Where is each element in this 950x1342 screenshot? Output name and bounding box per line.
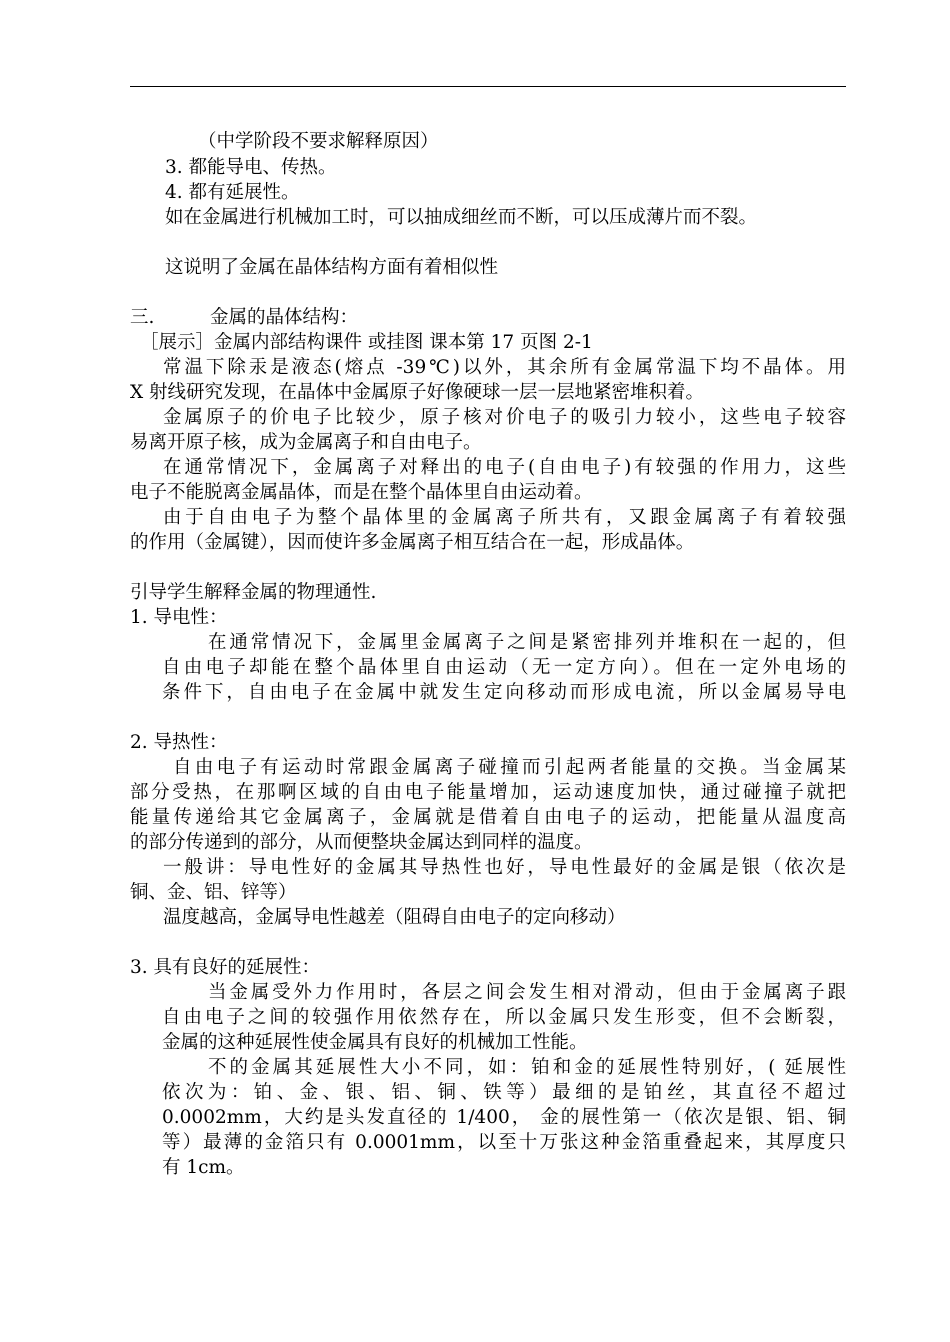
paragraph-line: 易离开原子核，成为金属离子和自由电子。 bbox=[130, 432, 482, 453]
list-item: 4. 都有延展性。 bbox=[165, 182, 300, 203]
paragraph-line: 由于自由电子为整个晶体里的金属离子所共有，又跟金属离子有着较强 bbox=[163, 507, 846, 528]
list-item: 1. 导电性： bbox=[130, 607, 228, 628]
text-line: （中学阶段不要求解释原因） bbox=[198, 131, 439, 152]
paragraph-line: 温度越高，金属导电性越差（阻碍自由电子的定向移动） bbox=[163, 907, 626, 928]
paragraph-line: 金属原子的价电子比较少，原子核对价电子的吸引力较小，这些电子较容 bbox=[163, 407, 846, 428]
text-line: 引导学生解释金属的物理通性. bbox=[130, 582, 377, 603]
paragraph-line: 金属的这种延展性使金属具有良好的机械加工性能。 bbox=[162, 1032, 588, 1053]
paragraph-line: 不的金属其延展性大小不同，如：铂和金的延展性特别好，( 延展性 bbox=[208, 1057, 846, 1078]
section-number: 三. bbox=[130, 307, 155, 328]
list-item: 2. 导热性： bbox=[130, 732, 228, 753]
section-heading: 金属的晶体结构： bbox=[210, 307, 359, 328]
paragraph-line: 自由电子却能在整个晶体里自由运动（无一定方向）。但在一定外电场的 bbox=[162, 657, 846, 678]
text-line: ［展示］金属内部结构课件 或挂图 课本第 17 页图 2-1 bbox=[140, 332, 593, 353]
paragraph-line: 条件下，自由电子在金属中就发生定向移动而形成电流，所以金属易导电 bbox=[162, 682, 846, 703]
paragraph-line: 部分受热，在那啊区域的自由电子能量增加，运动速度加快，通过碰撞子就把 bbox=[130, 782, 846, 803]
paragraph-line: 有 1cm。 bbox=[162, 1157, 245, 1178]
paragraph-line: 的部分传递到的部分，从而便整块金属达到同样的温度。 bbox=[130, 832, 593, 853]
list-item: 3. 都能导电、传热。 bbox=[165, 157, 337, 178]
paragraph-line: 0.0002mm，大约是头发直径的 1/400， 金的展性第一（依次是银、铝、铜 bbox=[162, 1107, 846, 1128]
paragraph-line: X 射线研究发现，在晶体中金属原子好像硬球一层一层地紧密堆积着。 bbox=[130, 382, 705, 403]
paragraph-line: 常温下除汞是液态(熔点 -39℃)以外，其余所有金属常温下均不晶体。用 bbox=[163, 357, 846, 378]
paragraph-line: 能量传递给其它金属离子，金属就是借着自由电子的运动，把能量从温度高 bbox=[130, 807, 846, 828]
text-line: 如在金属进行机械加工时，可以抽成细丝而不断，可以压成薄片而不裂。 bbox=[165, 207, 758, 228]
paragraph-line: 在通常情况下，金属离子对释出的电子(自由电子)有较强的作用力，这些 bbox=[163, 457, 846, 478]
paragraph-line: 在通常情况下，金属里金属离子之间是紧密排列并堆积在一起的，但 bbox=[208, 632, 846, 653]
paragraph-line: 依次为：铂、金、银、铝、铜、铁等）最细的是铂丝，其直径不超过 bbox=[162, 1082, 846, 1103]
paragraph-line: 铜、金、铝、锌等） bbox=[130, 882, 297, 903]
paragraph-line: 的作用（金属键），因而使许多金属离子相互结合在一起，形成晶体。 bbox=[130, 532, 695, 553]
paragraph-line: 自由电子有运动时常跟金属离子碰撞而引起两者能量的交换。当金属某 bbox=[173, 757, 846, 778]
paragraph-line: 自由电子之间的较强作用依然存在，所以金属只发生形变，但不会断裂， bbox=[162, 1007, 846, 1028]
text-line: 这说明了金属在晶体结构方面有着相似性 bbox=[165, 257, 499, 278]
paragraph-line: 电子不能脱离金属晶体，而是在整个晶体里自由运动着。 bbox=[130, 482, 593, 503]
paragraph-line: 一般讲：导电性好的金属其导热性也好，导电性最好的金属是银（依次是 bbox=[163, 857, 846, 878]
paragraph-line: 当金属受外力作用时，各层之间会发生相对滑动，但由于金属离子跟 bbox=[208, 982, 846, 1003]
header-rule bbox=[130, 86, 846, 87]
list-item: 3. 具有良好的延展性： bbox=[130, 957, 321, 978]
paragraph-line: 等）最薄的金箔只有 0.0001mm，以至十万张这种金箔重叠起来，其厚度只 bbox=[162, 1132, 846, 1153]
